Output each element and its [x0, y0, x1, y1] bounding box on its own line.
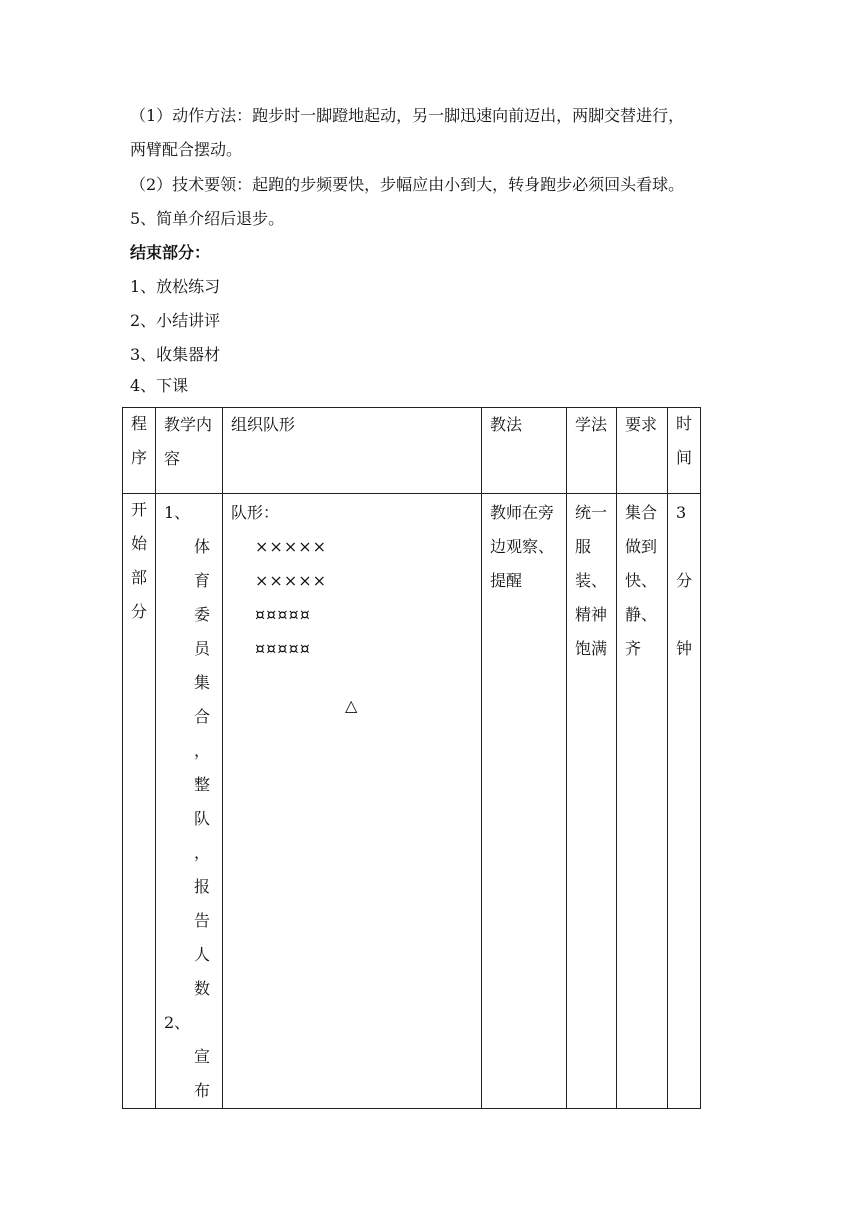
- header-teach: [482, 408, 567, 494]
- content-char: ，: [193, 741, 210, 760]
- learn-line: 统一: [575, 503, 608, 522]
- list-item-dismiss: 4、下课: [130, 376, 189, 395]
- content-char: 人: [193, 945, 210, 964]
- seq-char: 分: [130, 602, 147, 621]
- content-char: 集: [193, 673, 210, 692]
- content-char: 整: [193, 775, 210, 794]
- header-teach-label: 教法: [490, 415, 523, 434]
- seq-char: 始: [130, 534, 147, 553]
- content-char: ，: [193, 843, 210, 862]
- content-char: 育: [193, 571, 210, 590]
- learn-line: 精神: [575, 605, 608, 624]
- cell-teach: [482, 494, 567, 1109]
- content-char: 体: [193, 537, 210, 556]
- header-content: [156, 408, 223, 494]
- req-line: 集合: [625, 503, 658, 522]
- content-item-number: 1、: [164, 503, 191, 522]
- cell-seq: [123, 494, 156, 1109]
- header-req: [617, 408, 668, 494]
- header-formation: [223, 408, 482, 494]
- header-learn: [567, 408, 617, 494]
- teach-line: 边观察、: [490, 537, 555, 556]
- header-seq-char: 程: [130, 414, 147, 433]
- content-item-number: 2、: [164, 1013, 191, 1032]
- header-learn-label: 学法: [575, 415, 608, 434]
- header-formation-label: 组织队形: [231, 415, 296, 434]
- header-time-char: 时: [675, 414, 692, 433]
- paragraph-action-method-line1: （1）动作方法：跑步时一脚蹬地起动，另一脚迅速向前迈出，两脚交替进行，: [130, 106, 685, 125]
- time-line: [676, 598, 700, 632]
- paragraph-backstep: 5、简单介绍后退步。: [130, 209, 285, 228]
- req-line: 做到: [625, 537, 658, 556]
- content-char: 委: [193, 605, 210, 624]
- content-char: 报: [193, 877, 210, 896]
- header-content-line: 容: [164, 449, 181, 468]
- req-line: 齐: [625, 639, 642, 658]
- header-time: [668, 408, 701, 494]
- content-char: 队: [193, 809, 210, 828]
- formation-label: 队形：: [231, 503, 280, 522]
- header-content-line: 教学内: [164, 415, 213, 434]
- cell-learn: [567, 494, 617, 1109]
- time-line: 钟: [676, 639, 693, 658]
- time-line: 分: [676, 571, 693, 590]
- seq-char: 部: [130, 568, 147, 587]
- teacher-triangle-icon: △: [345, 696, 358, 715]
- content-char: 宣: [193, 1047, 210, 1066]
- list-item-summary: 2、小结讲评: [130, 311, 221, 330]
- header-req-label: 要求: [625, 415, 658, 434]
- teach-line: 教师在旁: [490, 503, 555, 522]
- content-char: 员: [193, 639, 210, 658]
- formation-row-students: ¤¤¤¤¤: [255, 605, 311, 624]
- header-seq: [123, 408, 156, 494]
- req-line: 静、: [625, 605, 658, 624]
- cell-formation: [223, 494, 482, 1109]
- lesson-plan-table: [122, 407, 701, 1109]
- time-line: [676, 530, 700, 564]
- learn-line: 饱满: [575, 639, 608, 658]
- formation-row-students: ×××××: [255, 537, 328, 556]
- content-char: 合: [193, 707, 210, 726]
- learn-line: 服: [575, 537, 592, 556]
- list-item-collect: 3、收集器材: [130, 345, 221, 364]
- formation-row-students: ¤¤¤¤¤: [255, 639, 311, 658]
- header-time-char: 间: [675, 448, 692, 467]
- content-char: 布: [193, 1081, 210, 1100]
- formation-row-students: ×××××: [255, 571, 328, 590]
- table-row: [123, 494, 701, 1109]
- cell-content: [156, 494, 223, 1109]
- header-seq-char: 序: [130, 448, 147, 467]
- paragraph-technique: （2）技术要领：起跑的步频要快，步幅应由小到大，转身跑步必须回头看球。: [130, 175, 685, 194]
- seq-char: 开: [130, 500, 147, 519]
- cell-time: [668, 494, 701, 1109]
- paragraph-action-method-line2: 两臂配合摆动。: [130, 140, 243, 159]
- section-title-ending: 结束部分：: [130, 243, 211, 262]
- content-char: 数: [193, 979, 210, 998]
- cell-req: [617, 494, 668, 1109]
- time-line: 3: [676, 503, 687, 522]
- content-char: 告: [193, 911, 210, 930]
- list-item-relax: 1、放松练习: [130, 277, 221, 296]
- req-line: 快、: [625, 571, 658, 590]
- teach-line: 提醒: [490, 571, 523, 590]
- table-header-row: [123, 408, 701, 494]
- learn-line: 装、: [575, 571, 608, 590]
